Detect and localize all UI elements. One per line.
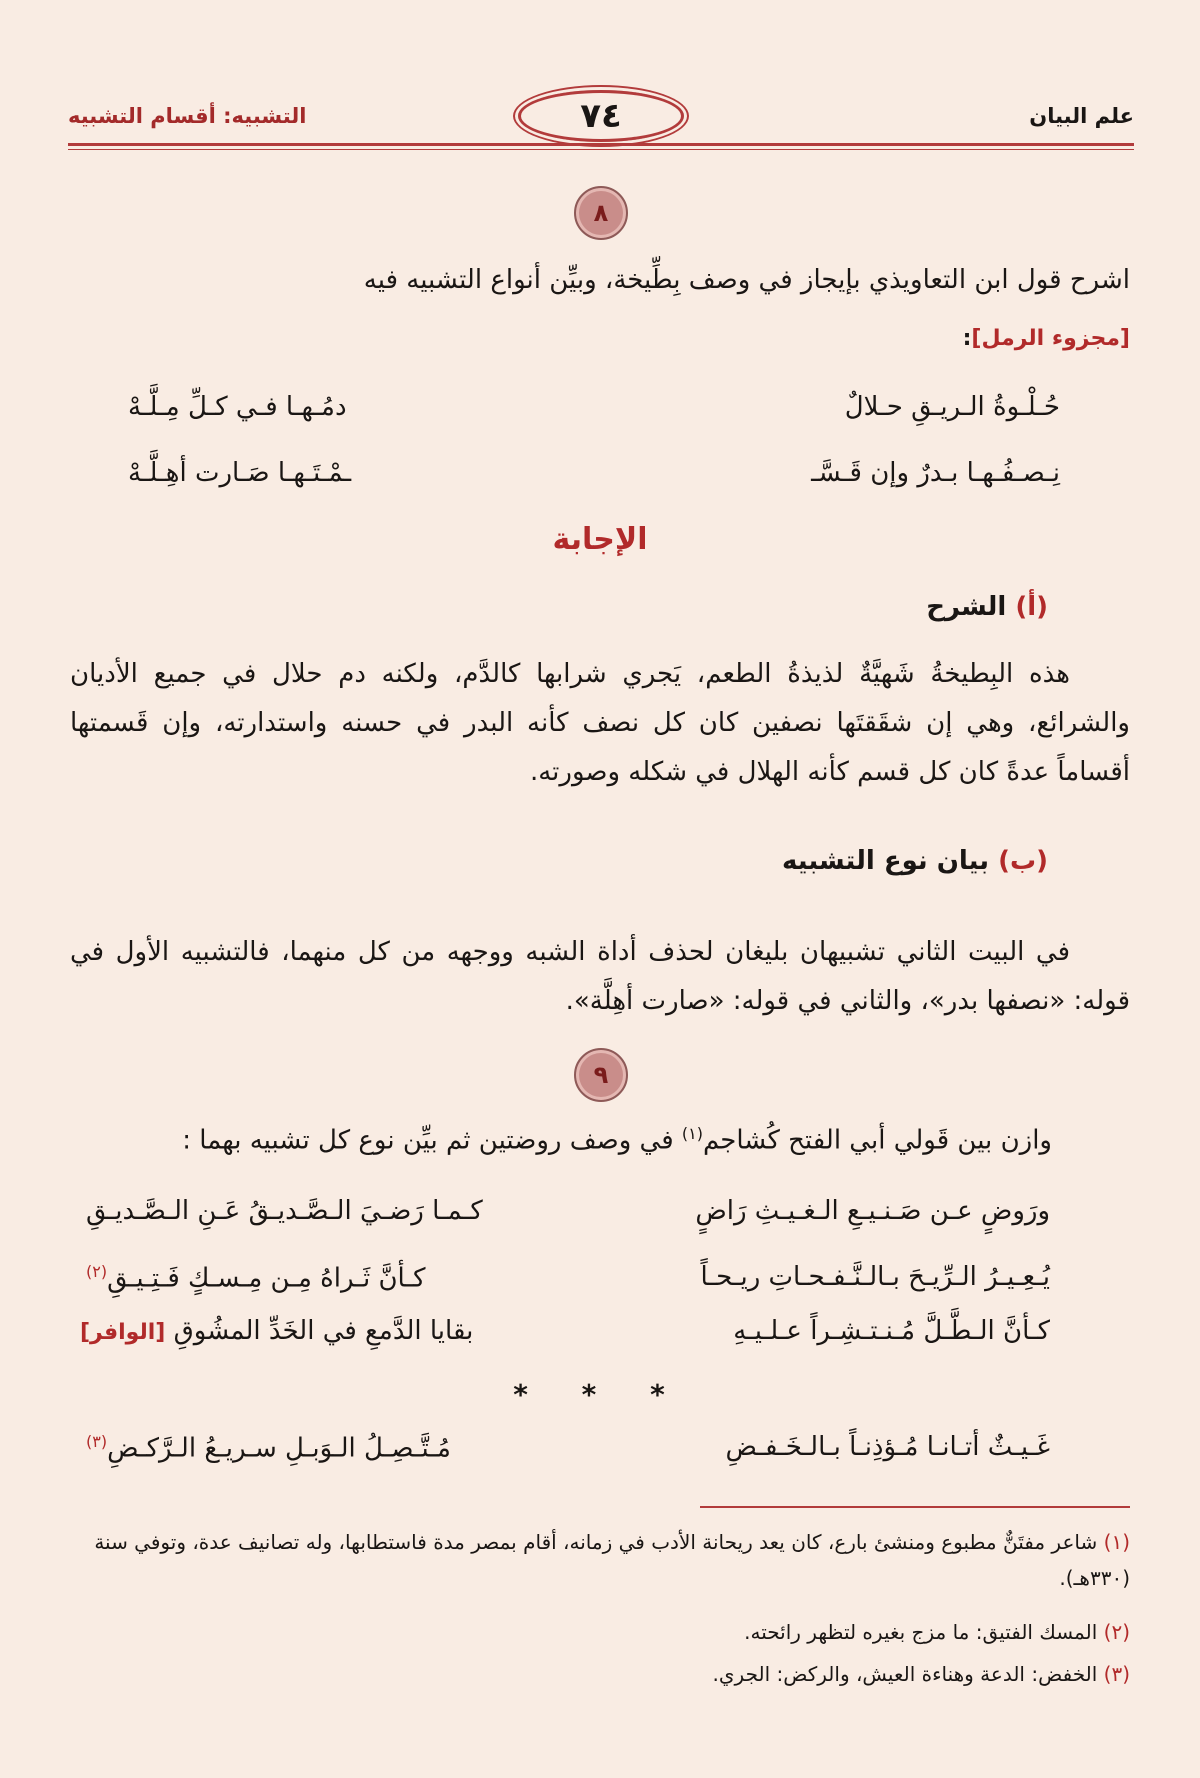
- footnote-rule: [700, 1506, 1130, 1508]
- question-9-prompt-part2: في وصف روضتين ثم بيِّن نوع كل تشبيه بهما :: [182, 1125, 674, 1156]
- verse-2-hemistich-1: نِـصـفُـهـا بـدرٌ وإن قَـسَّـ: [811, 458, 1060, 488]
- verse-1-hemistich-2: دمُـهـا فـي كـلِّ مِـلَّـهْ: [128, 392, 347, 422]
- heading-a-marker: (أ): [1015, 592, 1048, 622]
- meter-colon: :: [962, 326, 972, 351]
- heading-a-text: الشرح: [926, 592, 1007, 622]
- answer-a-paragraph: هذه البِطيخةُ شَهيَّةٌ لذيذةُ الطعم، يَجري شرابها كالدَّم، ولكنه دم حلال في جميع الأديان والشرائع، وهي إن شقَقتَها نصفين كان كل نصف كأنه البدر في حسنه واستدارته، وإن قَسمتها أقساماً عدةً كان كل قسم كأنه الهلال في شكله وصورته.: [70, 659, 1130, 787]
- meter-label-wafir: [الوافر]: [80, 1320, 166, 1345]
- question-9-badge: ٩: [574, 1048, 628, 1102]
- header-rule-thin: [68, 149, 1134, 150]
- footnote-1: [70, 1524, 1130, 1596]
- answer-title: الإجابة: [552, 522, 648, 557]
- footnote-1-text: شاعر مفتَنٌّ مطبوع ومنشئ بارع، كان يعد ريحانة الأدب في زمانه، أقام بمصر مدة فاستطابها، وله تصانيف عدة، وتوفي سنة (٣٣٠هـ).: [94, 1530, 1130, 1590]
- section-separator-stars: * * *: [513, 1378, 687, 1411]
- footnote-2: [70, 1614, 1130, 1650]
- answer-b-paragraph: في البيت الثاني تشبيهان بليغان لحذف أداة الشبه ووجهه من كل منهما، فالتشبيه الأول في قوله: «نصفها بدر»، والثاني في قوله: «صارت أهِلَّة».: [70, 937, 1130, 1016]
- question-8-badge: ٨: [574, 186, 628, 240]
- page-number: ٧٤: [518, 90, 684, 142]
- footnote-ref-2: (٢): [86, 1262, 108, 1281]
- poem-verse-3-text: بقايا الدَّمعِ في الخَدِّ المشُوقِ: [173, 1316, 474, 1346]
- poem-verse-4-hemistich-2: [86, 1432, 451, 1464]
- footnote-3: [70, 1656, 1130, 1692]
- meter-label-line: [963, 326, 1130, 351]
- poem-verse-3-hemistich-1: كـأنَّ الـطَّـلَّ مُـنـتـشِـراً عـلـيـهِ: [733, 1316, 1050, 1346]
- poem-verse-2-hemistich-2: [86, 1262, 425, 1294]
- header-rule: [68, 143, 1134, 146]
- poem-verse-1-hemistich-2: كـمـا رَضـيَ الـصَّـديـقُ عَـنِ الـصَّـديـقِ: [86, 1196, 483, 1226]
- poem-verse-3-hemistich-2: [80, 1316, 473, 1346]
- heading-b: [782, 846, 1048, 876]
- poem-verse-2-text: كـأنَّ ثَـراهُ مِـن مِـسـكٍ فَـتِـيـقِ: [107, 1263, 426, 1294]
- book-title: علم البيان: [1029, 104, 1134, 128]
- poem-verse-4-hemistich-1: غَـيـثٌ أتـانـا مُـؤذِنـاً بـالـخَـفـضِ: [725, 1432, 1050, 1462]
- poem-verse-4-text: مُـتَّـصِـلُ الـوَبـلِ سـريـعُ الـرَّكـضِ: [107, 1433, 451, 1464]
- section-title: التشبيه: أقسام التشبيه: [68, 104, 307, 128]
- heading-a: [926, 592, 1048, 622]
- footnote-1-number: (١): [1103, 1530, 1130, 1554]
- footnote-ref-3: (٣): [86, 1432, 108, 1451]
- heading-b-text: بيان نوع التشبيه: [782, 846, 990, 876]
- footnote-ref-1: (١): [681, 1124, 703, 1143]
- footnote-3-text: الخفض: الدعة وهناءة العيش، والركض: الجري.: [712, 1662, 1098, 1686]
- page-header: [68, 90, 1134, 140]
- question-8-prompt: اشرح قول ابن التعاويذي بإيجاز في وصف بِطِّيخة، وبيِّن أنواع التشبيه فيه: [363, 265, 1130, 295]
- meter-label: [مجزوء الرمل]: [971, 326, 1130, 351]
- footnote-2-number: (٢): [1103, 1620, 1130, 1644]
- poem-verse-1-hemistich-1: ورَوضٍ عـن صَـنـيـعِ الـغـيـثِ رَاضٍ: [695, 1196, 1050, 1226]
- verse-2-hemistich-2: ـمْـتَـهـا صَـارت أهِـلَّـهْ: [128, 458, 352, 488]
- question-9-prompt-part1: وازن بين قَولي أبي الفتح كُشاجم: [702, 1125, 1052, 1156]
- footnote-3-number: (٣): [1103, 1662, 1130, 1686]
- verse-1-hemistich-1: حُـلْـوةُ الـريـقِ حـلالٌ: [844, 392, 1060, 422]
- heading-b-marker: (ب): [998, 846, 1048, 876]
- poem-verse-2-hemistich-1: يُـعِـيـرُ الـرِّيـحَ بـالـنَّـفـحـاتِ ريـحـاً: [700, 1262, 1050, 1292]
- question-9-prompt: [182, 1124, 1052, 1156]
- footnote-2-text: المسك الفتيق: ما مزج بغيره لتظهر رائحته.: [744, 1620, 1098, 1644]
